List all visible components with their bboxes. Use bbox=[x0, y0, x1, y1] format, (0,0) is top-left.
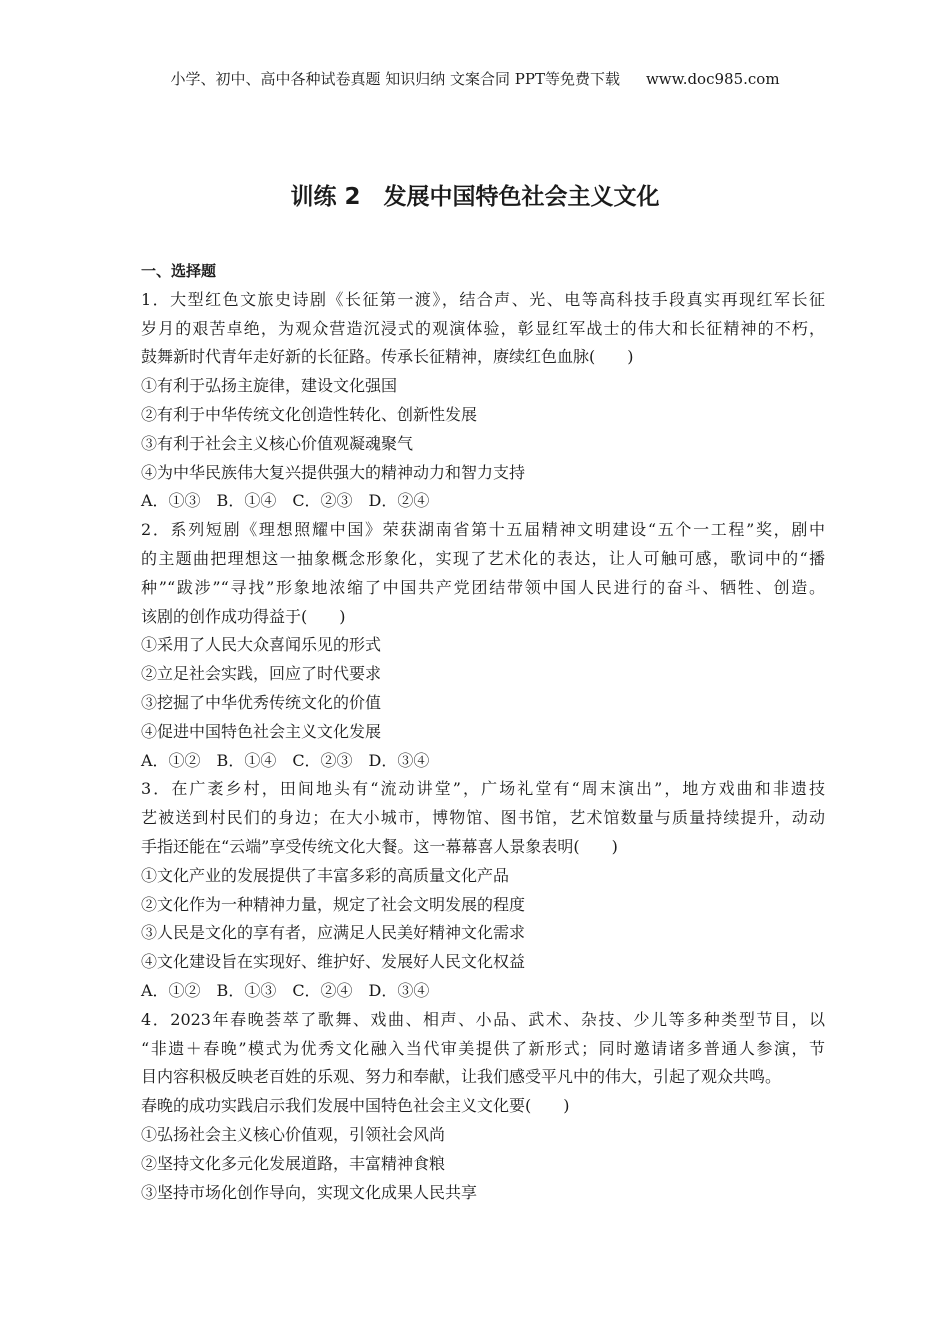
section-heading: 一、选择题 bbox=[141, 262, 217, 280]
statement-item: ②立足社会实践，回应了时代要求 bbox=[141, 664, 382, 684]
page-title: 训练 2 发展中国特色社会主义文化 bbox=[290, 184, 660, 210]
statement-item: ③坚持市场化创作导向，实现文化成果人民共享 bbox=[141, 1182, 478, 1202]
question-stem-line: 4．2023年春晚荟萃了歌舞、戏曲、相声、小品、武术、杂技、少儿等多种类型节目，以 bbox=[141, 1009, 825, 1029]
question-stem-line: 岁月的艰苦卓绝，为观众营造沉浸式的观演体验，彰显红军战士的伟大和长征精神的不朽， bbox=[141, 318, 825, 338]
header-text: 小学、初中、高中各种试卷真题 知识归纳 文案合同 PPT等免费下载 bbox=[170, 70, 620, 88]
statement-item: ②文化作为一种精神力量，规定了社会文明发展的程度 bbox=[141, 894, 526, 914]
question-stem-line: 3．在广袤乡村，田间地头有“流动讲堂”，广场礼堂有“周末演出”，地方戏曲和非遗技 bbox=[141, 779, 825, 799]
answer-options: A．①② B．①③ C．②④ D．③④ bbox=[141, 980, 430, 1000]
statement-item: ④为中华民族伟大复兴提供强大的精神动力和智力支持 bbox=[141, 462, 526, 482]
question-stem-line: 春晚的成功实践启示我们发展中国特色社会主义文化要( ) bbox=[141, 1096, 570, 1116]
question-stem-line: 手指还能在“云端”享受传统文化大餐。这一幕幕喜人景象表明( ) bbox=[141, 836, 618, 856]
statement-item: ①采用了人民大众喜闻乐见的形式 bbox=[141, 635, 382, 655]
statement-item: ①文化产业的发展提供了丰富多彩的高质量文化产品 bbox=[141, 865, 510, 885]
statement-item: ②有利于中华传统文化创造性转化、创新性发展 bbox=[141, 404, 478, 424]
question-2 bbox=[141, 516, 825, 775]
question-stem-line: 鼓舞新时代青年走好新的长征路。传承长征精神，赓续红色血脉( ) bbox=[141, 347, 634, 367]
question-stem-line: 2．系列短剧《理想照耀中国》荣获湖南省第十五届精神文明建设“五个一工程”奖，剧中 bbox=[141, 520, 825, 540]
question-stem-line: “非遗＋春晚”模式为优秀文化融入当代审美提供了新形式；同时邀请诸多普通人参演，节 bbox=[141, 1038, 825, 1058]
question-list bbox=[141, 257, 825, 1207]
header-site-link[interactable]: www.doc985.com bbox=[645, 70, 780, 88]
page-header bbox=[0, 68, 950, 90]
question-3 bbox=[141, 775, 825, 1005]
answer-options: A．①② B．①④ C．②③ D．③④ bbox=[141, 750, 430, 770]
question-1 bbox=[141, 286, 825, 516]
statement-item: ①弘扬社会主义核心价值观，引领社会风尚 bbox=[141, 1124, 446, 1144]
question-stem-line: 1．大型红色文旅史诗剧《长征第一渡》，结合声、光、电等高科技手段真实再现红军长征 bbox=[141, 289, 825, 309]
statement-item: ③有利于社会主义核心价值观凝魂聚气 bbox=[141, 433, 414, 453]
question-stem-line: 的主题曲把理想这一抽象概念形象化，实现了艺术化的表达，让人可触可感，歌词中的“播 bbox=[141, 548, 825, 568]
question-stem-line: 艺被送到村民们的身边；在大小城市，博物馆、图书馆，艺术馆数量与质量持续提升，动动 bbox=[141, 808, 825, 828]
question-stem-line: 种”“跋涉”“寻找”形象地浓缩了中国共产党团结带领中国人民进行的奋斗、牺牲、创造。 bbox=[141, 577, 825, 597]
question-stem-line: 目内容积极反映老百姓的乐观、努力和奉献，让我们感受平凡中的伟大，引起了观众共鸣。 bbox=[141, 1067, 782, 1087]
question-4 bbox=[141, 1006, 825, 1208]
answer-options: A．①③ B．①④ C．②③ D．②④ bbox=[141, 491, 430, 511]
question-stem-line: 该剧的创作成功得益于( ) bbox=[141, 606, 346, 626]
statement-item: ②坚持文化多元化发展道路，丰富精神食粮 bbox=[141, 1153, 446, 1173]
statement-item: ④促进中国特色社会主义文化发展 bbox=[141, 721, 382, 741]
statement-item: ③挖掘了中华优秀传统文化的价值 bbox=[141, 692, 382, 712]
statement-item: ①有利于弘扬主旋律，建设文化强国 bbox=[141, 376, 398, 396]
statement-item: ④文化建设旨在实现好、维护好、发展好人民文化权益 bbox=[141, 952, 526, 972]
statement-item: ③人民是文化的享有者，应满足人民美好精神文化需求 bbox=[141, 923, 526, 943]
